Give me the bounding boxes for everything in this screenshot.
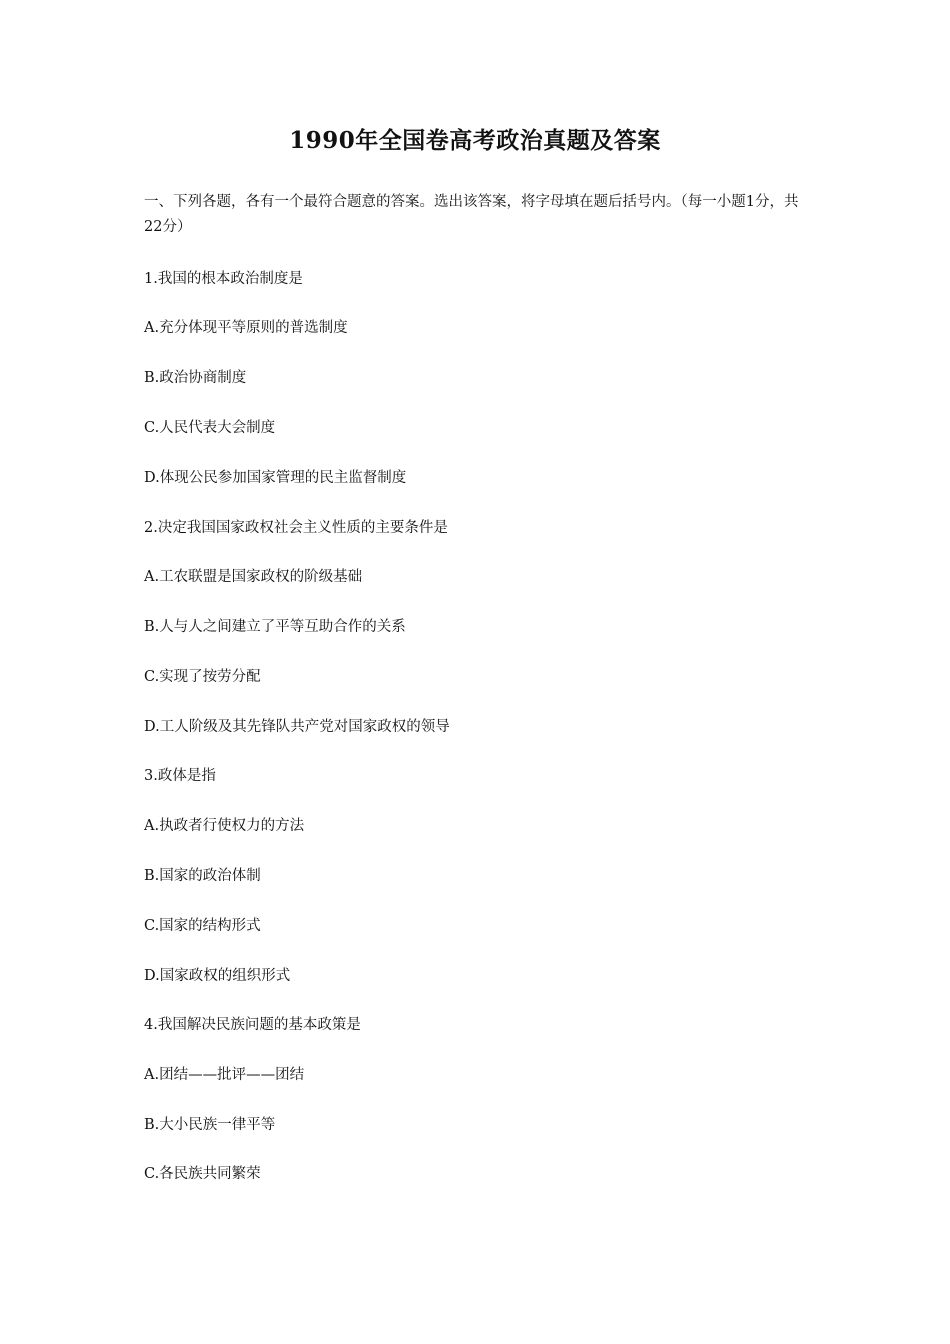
question-stem: 3.政体是指 xyxy=(144,768,216,784)
answer-option: C.国家的结构形式 xyxy=(144,918,261,934)
answer-option: D.工人阶级及其先锋队共产党对国家政权的领导 xyxy=(144,719,450,735)
answer-option: A.团结——批评——团结 xyxy=(144,1067,305,1083)
answer-option: C.实现了按劳分配 xyxy=(144,669,261,685)
question-stem: 1.我国的根本政治制度是 xyxy=(144,271,303,287)
answer-option: A.执政者行使权力的方法 xyxy=(144,818,305,834)
question-stem: 4.我国解决民族问题的基本政策是 xyxy=(144,1017,361,1033)
question-stem: 2.决定我国国家政权社会主义性质的主要条件是 xyxy=(144,520,448,536)
page-title: 1990年全国卷高考政治真题及答案 xyxy=(289,127,661,154)
answer-option: C.人民代表大会制度 xyxy=(144,420,276,436)
answer-option: D.体现公民参加国家管理的民主监督制度 xyxy=(144,470,407,486)
answer-option: C.各民族共同繁荣 xyxy=(144,1166,261,1182)
answer-option: A.工农联盟是国家政权的阶级基础 xyxy=(144,569,363,585)
answer-option: B.人与人之间建立了平等互助合作的关系 xyxy=(144,619,406,635)
answer-option: D.国家政权的组织形式 xyxy=(144,968,291,984)
section-instructions: 一、下列各题，各有一个最符合题意的答案。选出该答案，将字母填在题后括号内。（每一小题1分，共22分） xyxy=(144,194,799,235)
answer-option: B.政治协商制度 xyxy=(144,370,247,386)
answer-option: A.充分体现平等原则的普选制度 xyxy=(144,320,348,336)
answer-option: B.国家的政治体制 xyxy=(144,868,261,884)
answer-option: B.大小民族一律平等 xyxy=(144,1117,276,1133)
